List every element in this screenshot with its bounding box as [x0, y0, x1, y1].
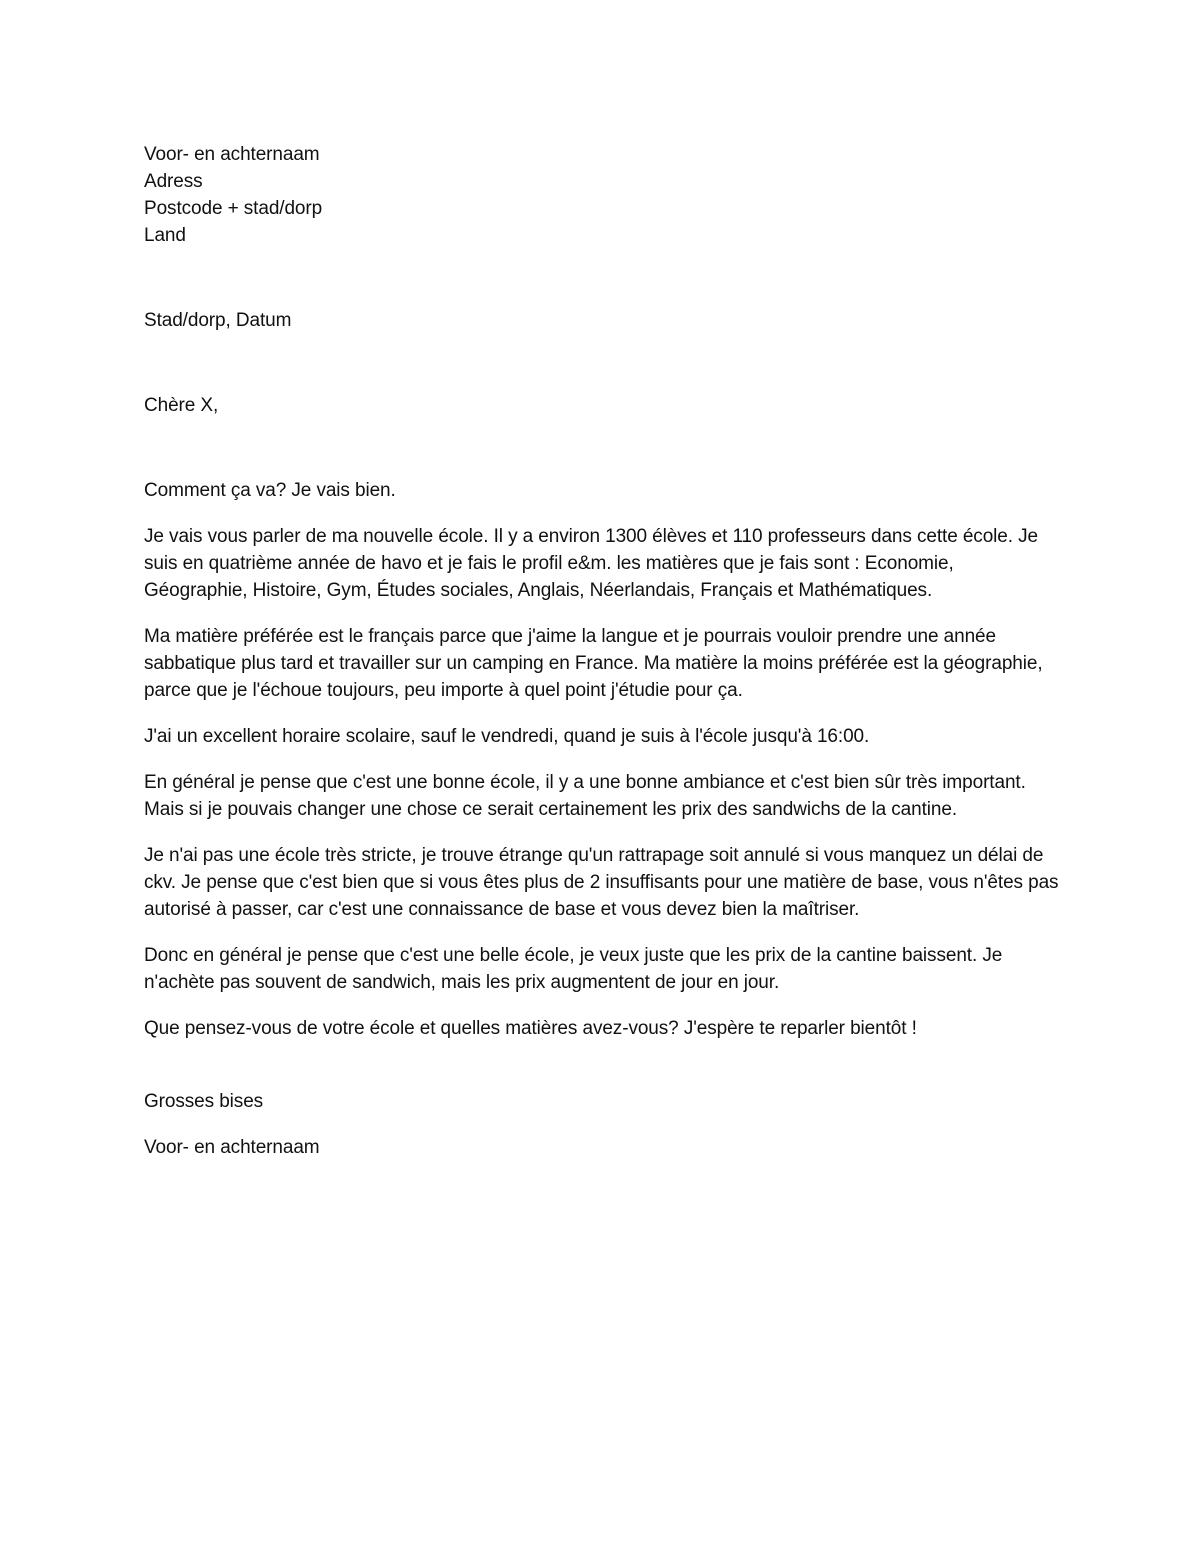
salutation: Chère X,: [144, 395, 219, 416]
closing: Grosses bises: [144, 1091, 264, 1112]
letter-paragraphs: [144, 477, 1059, 1042]
paragraph: Comment ça va? Je vais bien.: [144, 480, 396, 501]
paragraph: Je vais vous parler de ma nouvelle école. Il y a environ 1300 élèves et 110 professeurs dans cette école. Je suis en quatrième année de havo et je fais le profil e&m. les matières que je fais sont : Economie, Géographie, Histoire, Gym, Études sociales, Anglais, Néerlandais, Français et Mathématiques.: [144, 526, 1038, 601]
sender-address: Adress: [144, 171, 203, 192]
paragraph: Que pensez-vous de votre école et quelles matières avez-vous? J'espère te reparler bientôt !: [144, 1018, 917, 1039]
sender-postcode-city: Postcode + stad/dorp: [144, 198, 323, 219]
sender-country: Land: [144, 225, 186, 246]
paragraph: Je n'ai pas une école très stricte, je trouve étrange qu'un rattrapage soit annulé si vous manquez un délai de ckv. Je pense que c'est bien que si vous êtes plus de 2 insuffisants pour une matière de base, vous n'êtes pas autorisé à passer, car c'est une connaissance de base et vous devez bien la maîtriser.: [144, 845, 1059, 920]
sender-address-block: [144, 141, 1059, 249]
letter-body: [144, 141, 1059, 1161]
paragraph: Ma matière préférée est le français parce que j'aime la langue et je pourrais vouloir prendre une année sabbatique plus tard et travailler sur un camping en France. Ma matière la moins préférée est la géographie, parce que je l'échoue toujours, peu importe à quel point j'étudie pour ça.: [144, 626, 1043, 701]
date-line: Stad/dorp, Datum: [144, 310, 292, 331]
sender-name: Voor- en achternaam: [144, 144, 320, 165]
paragraph: En général je pense que c'est une bonne école, il y a une bonne ambiance et c'est bien sûr très important. Mais si je pouvais changer une chose ce serait certainement les prix des sandwichs de la cantine.: [144, 772, 1026, 820]
paragraph: J'ai un excellent horaire scolaire, sauf le vendredi, quand je suis à l'école jusqu'à 16:00.: [144, 726, 870, 747]
paragraph: Donc en général je pense que c'est une belle école, je veux juste que les prix de la cantine baissent. Je n'achète pas souvent de sandwich, mais les prix augmentent de jour en jour.: [144, 945, 1003, 993]
signature: Voor- en achternaam: [144, 1137, 320, 1158]
